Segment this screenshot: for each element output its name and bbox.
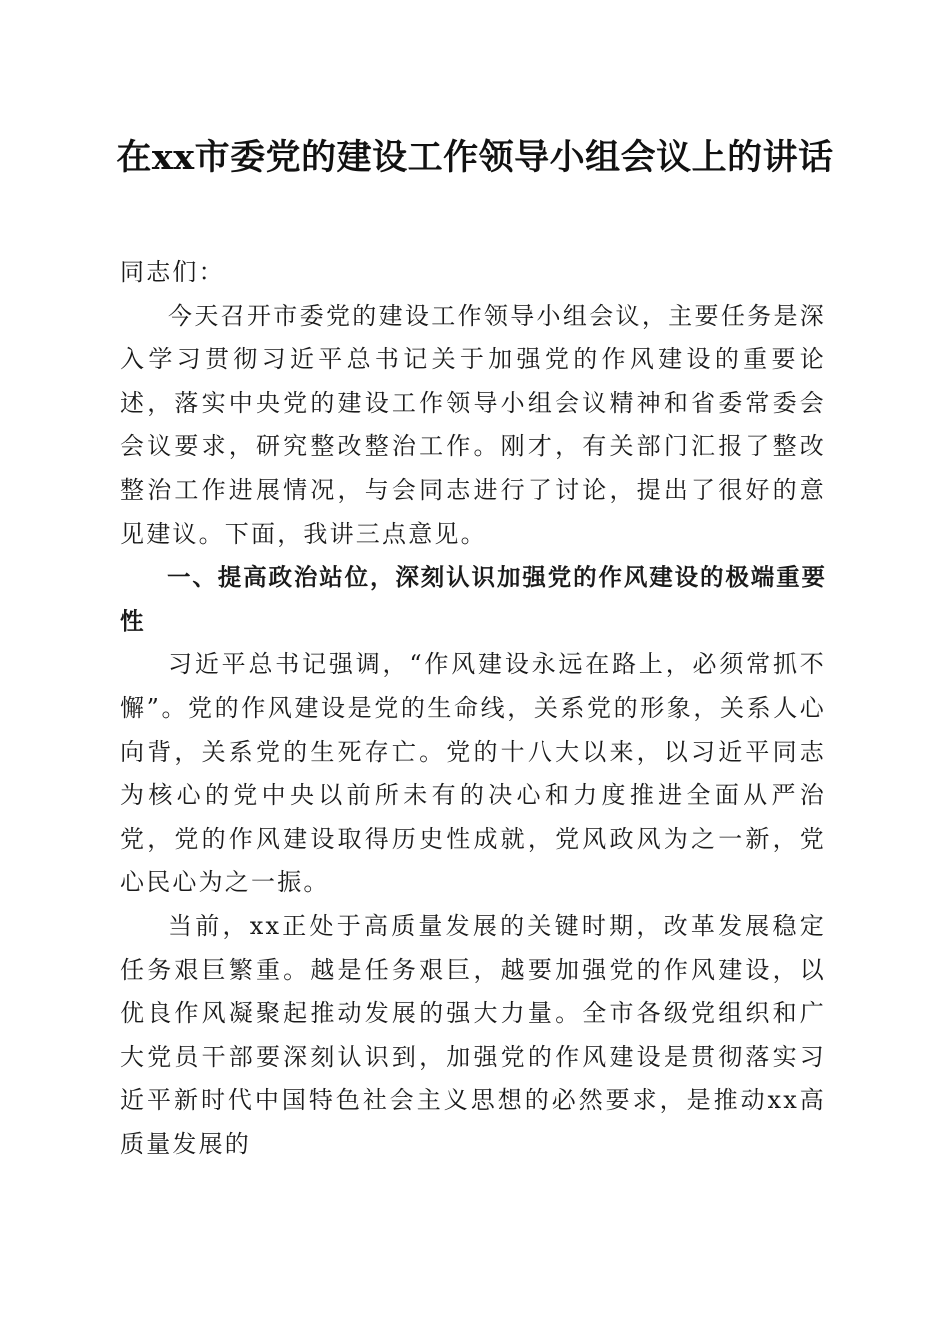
- salutation: 同志们：: [120, 258, 225, 286]
- document-title: 在xx市委党的建设工作领导小组会议上的讲话: [116, 137, 834, 178]
- document-body: [120, 251, 826, 1166]
- paragraph-current: 当前，xx正处于高质量发展的关键时期，改革发展稳定任务艰巨繁重。越是任务艰巨，越要加强党的作风建设，以优良作风凝聚起推动发展的强大力量。全市各级党组织和广大党员干部要深刻认识到，加强党的作风建设是贯彻落实习近平新时代中国特色社会主义思想的必然要求，是推动xx高质量发展的: [120, 911, 826, 1158]
- paragraph-quote: 习近平总书记强调，“作风建设永远在路上，必须常抓不懈”。党的作风建设是党的生命线，关系党的形象，关系人心向背，关系党的生死存亡。党的十八大以来，以习近平同志为核心的党中央以前所未有的决心和力度推进全面从严治党，党的作风建设取得历史性成就，党风政风为之一新，党心民心为之一振。: [120, 650, 826, 897]
- paragraph-intro: 今天召开市委党的建设工作领导小组会议，主要任务是深入学习贯彻习近平总书记关于加强党的作风建设的重要论述，落实中央党的建设工作领导小组会议精神和省委常委会会议要求，研究整改整治工作。刚才，有关部门汇报了整改整治工作进展情况，与会同志进行了讨论，提出了很好的意见建议。下面，我讲三点意见。: [120, 301, 826, 548]
- section-heading-1: 一、提高政治站位，深刻认识加强党的作风建设的极端重要性: [120, 563, 826, 635]
